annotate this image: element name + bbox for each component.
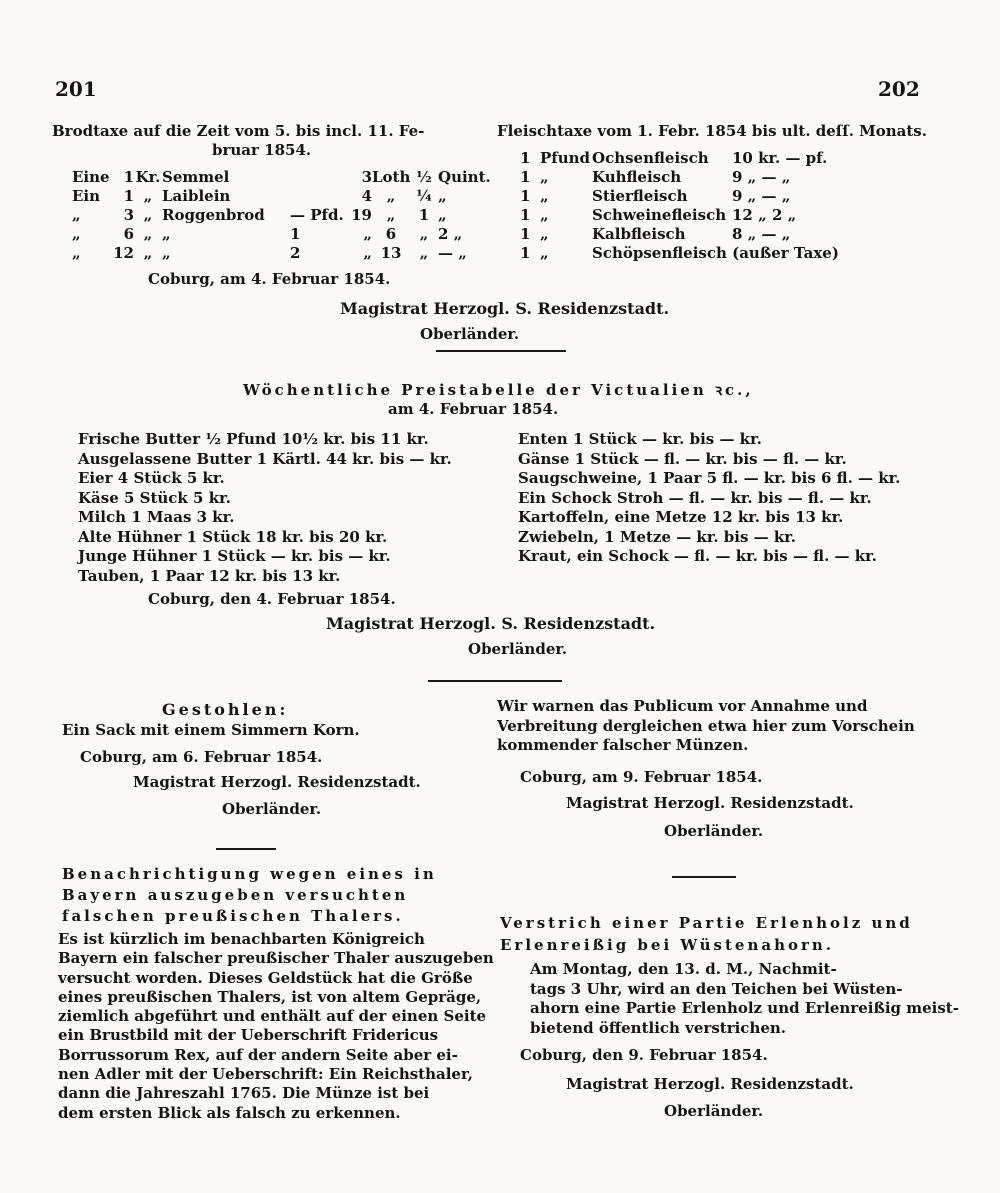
brodtaxe-row-cell: „	[72, 244, 81, 262]
fleischtaxe-row-cell: Kuhfleisch	[592, 168, 682, 186]
brodtaxe-row-cell: Quint.	[438, 168, 491, 186]
fleischtaxe-row-cell: 1	[520, 225, 531, 243]
benachrichtigung-title-line: Benachrichtigung wegen eines in	[62, 865, 437, 883]
fleischtaxe-row-cell: 1	[520, 149, 531, 167]
benachrichtigung-title	[62, 864, 437, 927]
brodtaxe-row-cell	[290, 187, 342, 206]
fleischtaxe-row-cell: 9 „ — „	[732, 187, 791, 205]
verstrich-body	[530, 960, 959, 1038]
price-item: Saugschweine, 1 Paar 5 fl. — kr. bis 6 fl. — kr.	[518, 469, 901, 487]
brodtaxe-title-line-2: bruar 1854.	[212, 141, 312, 159]
preistabelle-authority: Magistrat Herzogl. S. Residenzstadt.	[326, 614, 656, 633]
benachrichtigung-body-line: versucht worden. Dieses Geldstück hat die Größe	[58, 968, 473, 987]
fleischtaxe-row-cell	[732, 244, 850, 263]
verstrich-body-line: Am Montag, den 13. d. M., Nachmit-	[530, 960, 837, 978]
brodtaxe-row-cell: „	[419, 244, 429, 262]
preistabelle-right-list	[518, 430, 900, 567]
divider-rule	[428, 680, 562, 682]
fleischtaxe-row-cell: 1	[520, 187, 531, 205]
preistabelle-date: am 4. Februar 1854.	[388, 400, 559, 418]
fleischtaxe-row-cell: Schöpsenfleisch (außer Taxe)	[592, 244, 839, 262]
brodtaxe-row-cell: 2 „	[438, 225, 463, 243]
warnung-signer: Oberländer.	[664, 822, 764, 840]
benachrichtigung-body-line: ziemlich abgeführt und enthält auf der einen Seite	[58, 1007, 487, 1026]
fleischtaxe-row-cell: 8 „ — „	[732, 225, 791, 243]
brodtaxe-row-cell: Ein	[72, 187, 101, 205]
price-item: Junge Hühner 1 Stück — kr. bis — kr.	[78, 547, 391, 565]
divider-rule	[216, 848, 276, 850]
verstrich-title-line: Verstrich einer Partie Erlenholz und	[500, 914, 913, 932]
brodtaxe-row-cell: Semmel	[162, 168, 230, 186]
fleischtaxe-row-cell: 1	[520, 244, 531, 262]
brodtaxe-row-cell: 2	[290, 244, 301, 262]
brodtaxe-row-cell: „	[363, 244, 372, 262]
price-item: Zwiebeln, 1 Metze — kr. bis — kr.	[518, 527, 797, 546]
preistabelle-place-date: Coburg, den 4. Februar 1854.	[148, 590, 396, 608]
fleischtaxe-row-cell: Schweinefleisch	[592, 206, 727, 224]
fleischtaxe-title: Fleischtaxe vom 1. Febr. 1854 bis ult. deſſ. Monats.	[497, 122, 927, 140]
price-item: Ausgelassene Butter 1 Kärtl. 44 kr. bis — kr.	[78, 449, 452, 468]
brodtaxe-row-cell: 3	[361, 168, 372, 186]
brodtaxe-row-cell: 19	[351, 206, 372, 224]
verstrich-signer: Oberländer.	[664, 1102, 764, 1120]
benachrichtigung-body-line: nen Adler mit der Ueberschrift: Ein Reichsthaler,	[58, 1065, 474, 1084]
brodtaxe-row-cell: ¼	[416, 187, 432, 205]
benachrichtigung-body-line: dem ersten Blick als falsch zu erkennen.	[58, 1103, 401, 1122]
page-number-right: 202	[878, 77, 920, 101]
brodtaxe-row-cell: 1	[290, 225, 301, 243]
price-item: Kraut, ein Schock — fl. — kr. bis — fl. — kr.	[518, 547, 877, 565]
brodtaxe-row-cell: „	[162, 225, 171, 243]
divider-rule	[436, 350, 566, 352]
warnung-line: kommender falscher Münzen.	[497, 736, 749, 754]
warnung-line: Wir warnen das Publicum vor Annahme und	[497, 697, 868, 715]
benachrichtigung-body	[58, 930, 494, 1123]
benachrichtigung-title-line: falschen preußischen Thalers.	[62, 907, 404, 925]
preistabelle-signer: Oberländer.	[468, 640, 568, 658]
fleischtaxe-row-cell: 1	[520, 168, 531, 186]
fleischtaxe-row-cell: 9 „ — „	[732, 168, 791, 186]
fleischtaxe-row-cell: 12 „ 2 „	[732, 206, 797, 224]
price-item: Tauben, 1 Paar 12 kr. bis 13 kr.	[78, 566, 341, 585]
preistabelle-title: Wöchentliche Preistabelle der Victualien ꝛc.,	[243, 381, 754, 399]
warnung-authority: Magistrat Herzogl. Residenzstadt.	[566, 794, 854, 812]
brodtaxe-row-cell: — „	[438, 244, 467, 262]
fleischtaxe-row-cell: 1	[520, 206, 531, 224]
brodtaxe-row-cell: 1	[123, 187, 134, 205]
brodtaxe-place-date: Coburg, am 4. Februar 1854.	[148, 270, 391, 288]
verstrich-authority: Magistrat Herzogl. Residenzstadt.	[566, 1075, 854, 1093]
brodtaxe-row-cell: „	[386, 187, 396, 205]
brodtaxe-row-cell: „	[386, 206, 396, 224]
price-item: Käse 5 Stück 5 kr.	[78, 488, 231, 507]
warnung-place-date: Coburg, am 9. Februar 1854.	[520, 768, 763, 786]
price-item: Eier 4 Stück 5 kr.	[78, 469, 225, 487]
brodtaxe-row-cell: ½	[416, 168, 432, 186]
brodtaxe-row-cell: Loth	[372, 168, 411, 186]
brodtaxe-row-cell: Eine	[72, 168, 110, 186]
benachrichtigung-body-line: Es ist kürzlich im benachbarten Königreich	[58, 930, 425, 948]
fleischtaxe-row-cell: „	[540, 244, 549, 262]
fleischtaxe-row-cell: Pfund	[540, 149, 591, 167]
benachrichtigung-body-line: Bayern ein falscher preußischer Thaler auszugeben	[58, 949, 494, 968]
benachrichtigung-body-line: eines preußischen Thalers, ist von altem Gepräge,	[58, 987, 482, 1006]
gestohlen-heading: Gestohlen:	[162, 700, 289, 719]
brodtaxe-row-cell: „	[143, 187, 153, 205]
fleischtaxe-row-cell: Kalbfleisch	[592, 225, 686, 243]
brodtaxe-row-cell: Kr.	[135, 168, 161, 186]
gestohlen-text: Ein Sack mit einem Simmern Korn.	[62, 721, 360, 739]
benachrichtigung-body-line: ein Brustbild mit der Ueberschrift Fridericus	[58, 1026, 439, 1045]
verstrich-body-line: tags 3 Uhr, wird an den Teichen bei Wüsten-	[530, 979, 903, 998]
brodtaxe-row-cell: „	[162, 244, 171, 262]
preistabelle-left-list	[78, 430, 452, 586]
fleischtaxe-table	[520, 149, 850, 263]
brodtaxe-row-cell: „	[143, 225, 153, 243]
brodtaxe-row-cell: „	[72, 225, 81, 243]
verstrich-body-line: ahorn eine Partie Erlenholz und Erlenreißig meist-	[530, 999, 959, 1017]
brodtaxe-row-cell: „	[143, 244, 153, 262]
fleischtaxe-row-cell: „	[540, 225, 549, 243]
divider-rule	[672, 876, 736, 878]
verstrich-body-line: bietend öffentlich verstrichen.	[530, 1018, 787, 1037]
verstrich-place-date: Coburg, den 9. Februar 1854.	[520, 1046, 768, 1064]
brodtaxe-row-cell	[290, 168, 342, 187]
brodtaxe-row-cell: 6	[385, 225, 397, 243]
brodtaxe-authority: Magistrat Herzogl. S. Residenzstadt.	[340, 299, 670, 318]
brodtaxe-row-cell: — Pfd.	[290, 206, 344, 224]
brodtaxe-row-cell: 4	[361, 187, 372, 205]
gestohlen-place-date: Coburg, am 6. Februar 1854.	[80, 748, 323, 766]
price-item: Kartoffeln, eine Metze 12 kr. bis 13 kr.	[518, 508, 844, 526]
benachrichtigung-body-line: Borrussorum Rex, auf der andern Seite aber ei-	[58, 1045, 458, 1064]
brodtaxe-row-cell: 3	[123, 206, 134, 224]
page-number-left: 201	[55, 77, 97, 101]
fleischtaxe-row-cell: Stierfleisch	[592, 187, 688, 205]
brodtaxe-row-cell: 13	[380, 244, 402, 262]
warnung-text	[497, 697, 915, 756]
benachrichtigung-body-line: dann die Jahreszahl 1765. Die Münze ist bei	[58, 1084, 430, 1103]
verstrich-title	[500, 912, 913, 956]
brodtaxe-table	[72, 168, 491, 263]
brodtaxe-row-cell: „	[72, 206, 81, 224]
verstrich-title-line: Erlenreißig bei Wüstenahorn.	[500, 936, 835, 954]
fleischtaxe-row-cell: „	[540, 187, 549, 205]
price-item: Enten 1 Stück — kr. bis — kr.	[518, 430, 762, 448]
brodtaxe-row-cell: „	[438, 206, 447, 224]
gestohlen-authority: Magistrat Herzogl. Residenzstadt.	[133, 773, 421, 791]
brodtaxe-row-cell: 1	[418, 206, 430, 224]
price-item: Frische Butter ½ Pfund 10½ kr. bis 11 kr.	[78, 430, 429, 448]
benachrichtigung-title-line: Bayern auszugeben versuchten	[62, 886, 409, 904]
brodtaxe-row-cell: „	[143, 206, 153, 224]
gestohlen-signer: Oberländer.	[222, 800, 322, 818]
brodtaxe-title-line-1: Brodtaxe auf die Zeit vom 5. bis incl. 11. Fe-	[52, 122, 425, 140]
price-item: Alte Hühner 1 Stück 18 kr. bis 20 kr.	[78, 527, 388, 546]
brodtaxe-row-cell: Laiblein	[162, 187, 231, 205]
warnung-line: Verbreitung dergleichen etwa hier zum Vorschein	[497, 716, 915, 735]
brodtaxe-signer: Oberländer.	[420, 325, 520, 343]
brodtaxe-row-cell: Roggenbrod	[162, 206, 265, 224]
price-item: Ein Schock Stroh — fl. — kr. bis — fl. — kr.	[518, 488, 872, 507]
brodtaxe-row-cell: 12	[113, 244, 134, 262]
brodtaxe-row-cell: „	[419, 225, 429, 243]
brodtaxe-row-cell: „	[438, 187, 447, 205]
price-item: Gänse 1 Stück — fl. — kr. bis — fl. — kr.	[518, 449, 847, 468]
brodtaxe-row-cell: „	[363, 225, 372, 243]
fleischtaxe-row-cell: Ochsenfleisch	[592, 149, 709, 167]
fleischtaxe-row-cell: „	[540, 206, 549, 224]
fleischtaxe-row-cell: „	[540, 168, 549, 186]
brodtaxe-row-cell: 1	[123, 168, 134, 186]
fleischtaxe-row-cell: 10 kr. — pf.	[732, 149, 828, 167]
price-item: Milch 1 Maas 3 kr.	[78, 508, 235, 526]
brodtaxe-row-cell: 6	[123, 225, 134, 243]
